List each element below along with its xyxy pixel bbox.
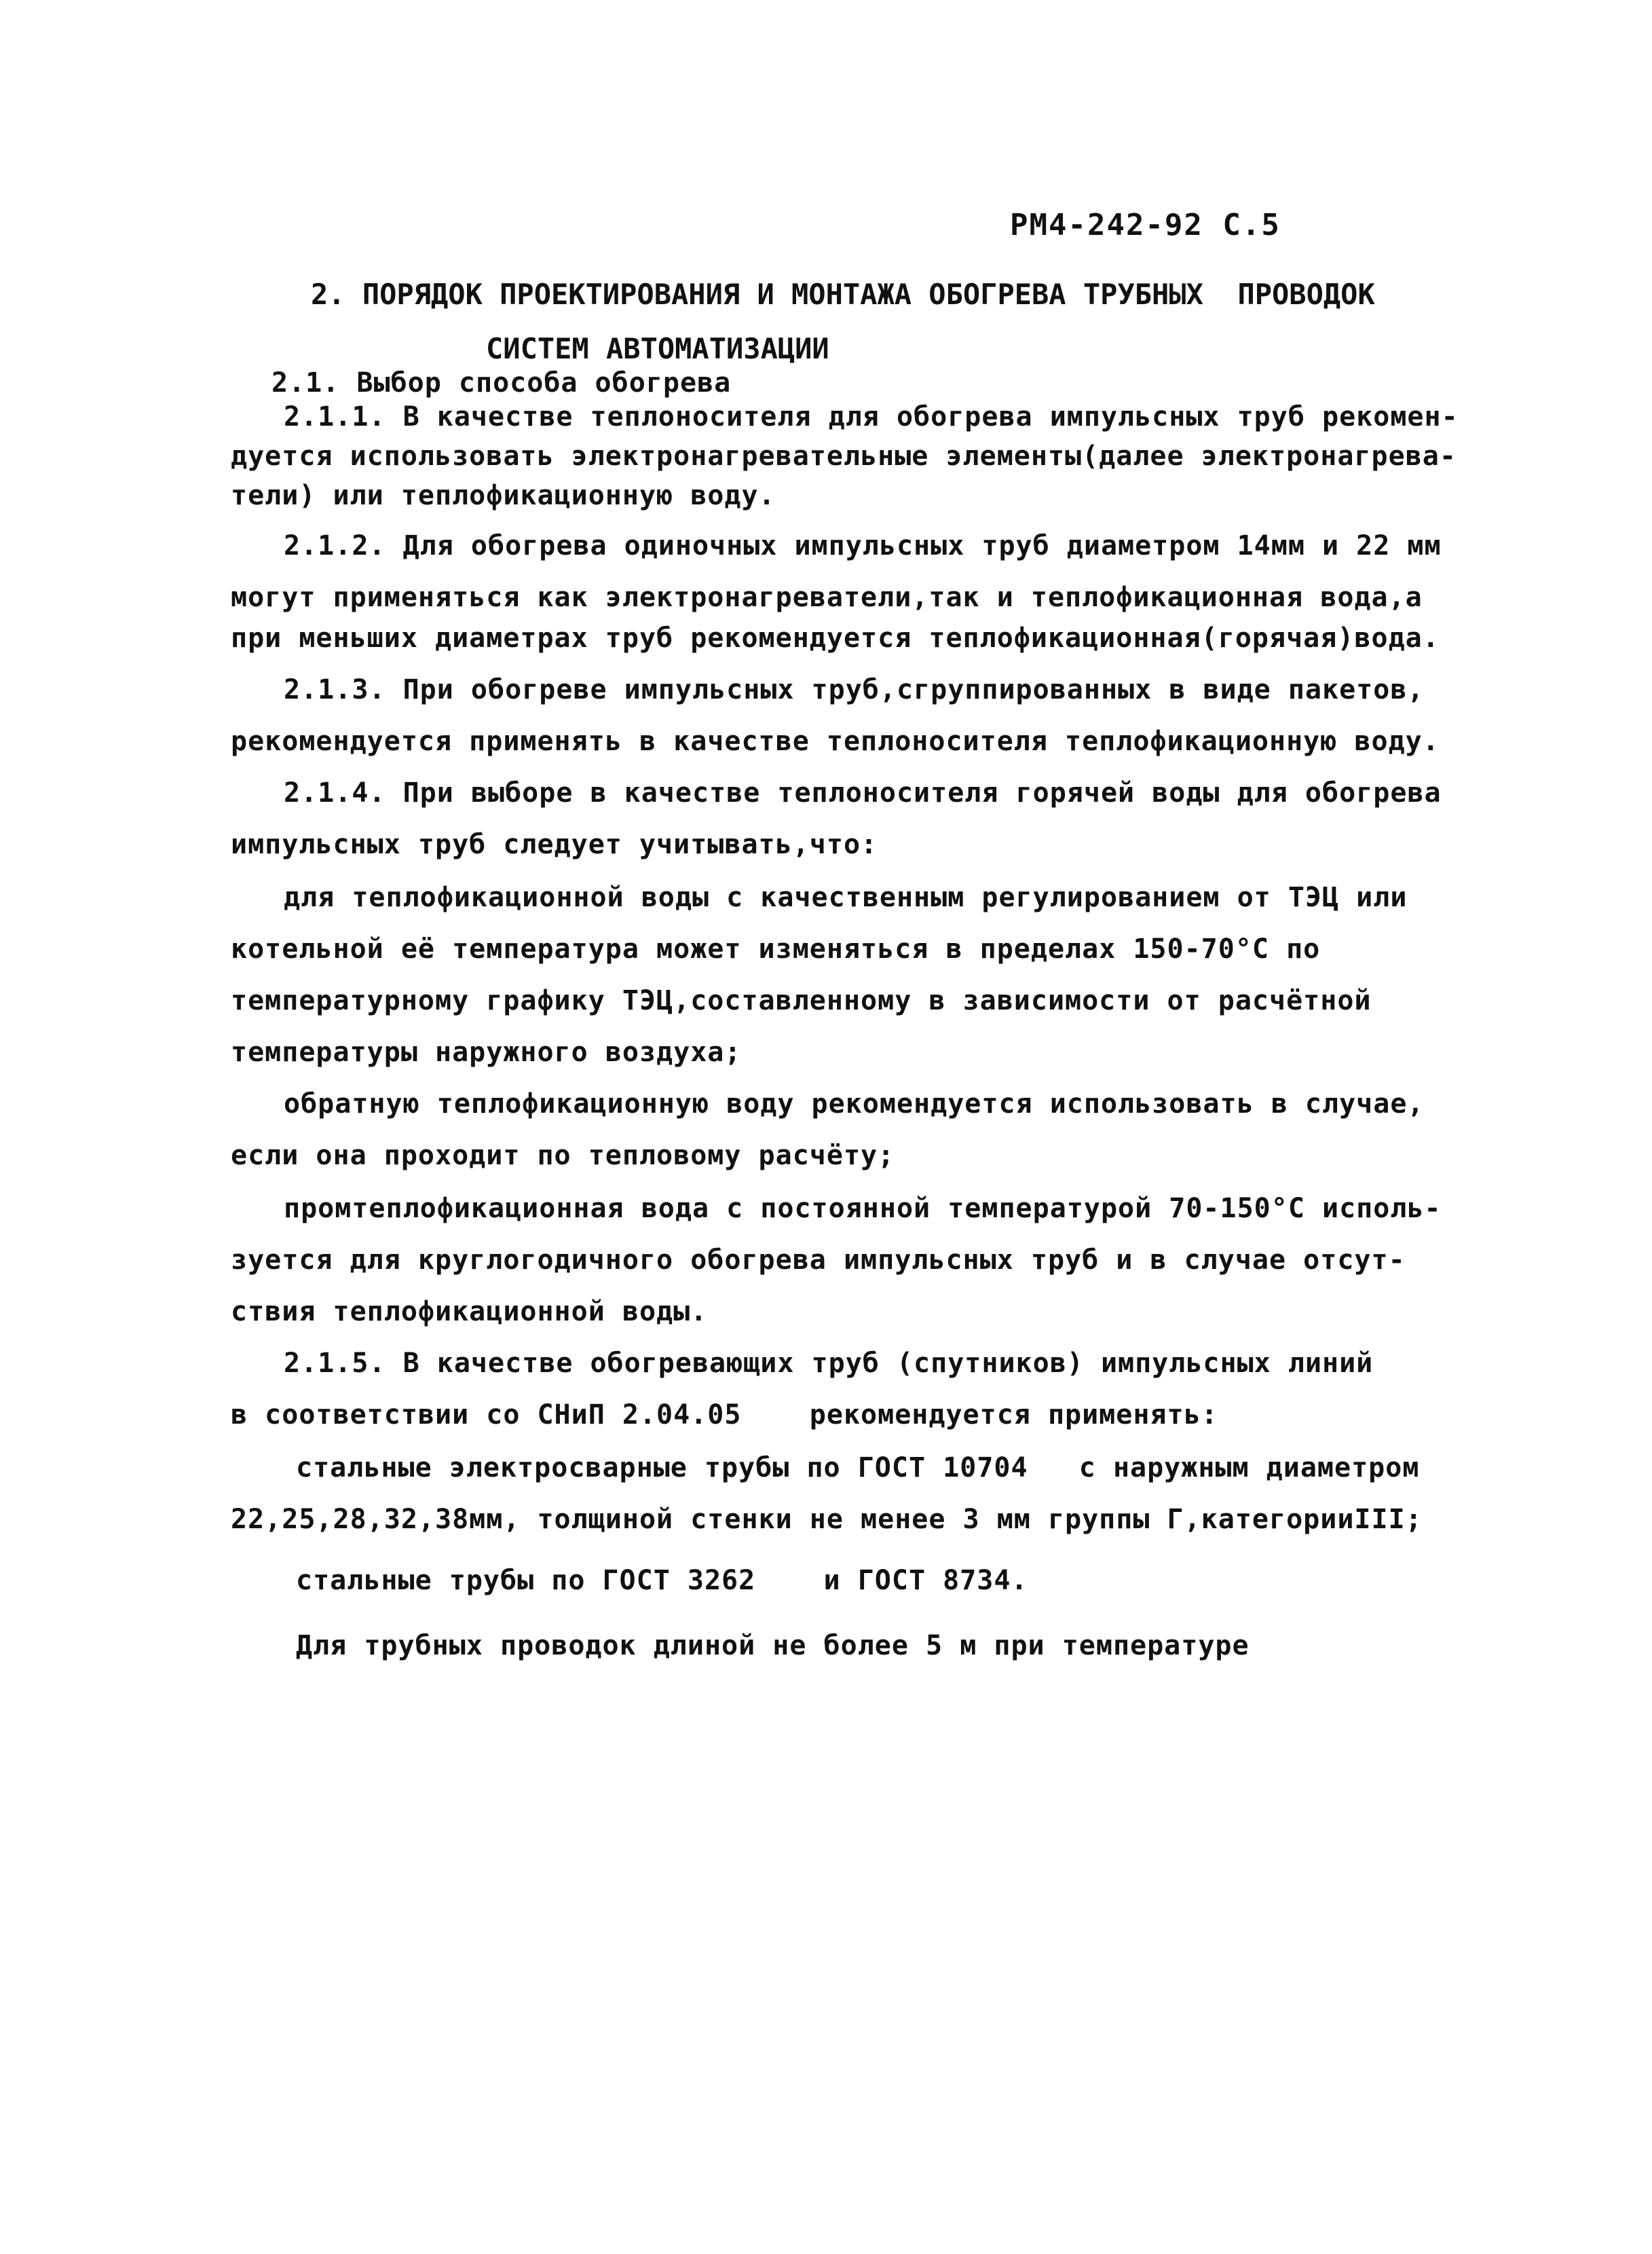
paragraph-2-1-4-item-1-line-3: температурному графику ТЭЦ,составленному в зависимости от расчётной bbox=[231, 985, 1372, 1016]
paragraph-2-1-4-line-1: 2.1.4. При выборе в качестве теплоносителя горячей воды для обогрева bbox=[284, 777, 1442, 809]
paragraph-2-1-1-line-2: дуется использовать электронагревательные элементы(далее электронагрева- bbox=[231, 441, 1457, 472]
document-id: РМ4-242-92 С.5 bbox=[1010, 208, 1281, 242]
paragraph-2-1-4-item-1-line-1: для теплофикационной воды с качественным регулированием от ТЭЦ или bbox=[284, 882, 1408, 913]
paragraph-2-1-5-item-1-line-1: стальные электросварные трубы по ГОСТ 10704 с наружным диаметром bbox=[296, 1452, 1420, 1483]
paragraph-2-1-4-item-2-line-1: обратную теплофикационную воду рекомендуется использовать в случае, bbox=[284, 1088, 1425, 1120]
paragraph-2-1-5-item-2: стальные трубы по ГОСТ 3262 и ГОСТ 8734. bbox=[296, 1565, 1028, 1596]
paragraph-2-1-4-item-3-line-2: зуется для круглогодичного обогрева импульсных труб и в случае отсут- bbox=[231, 1244, 1406, 1276]
paragraph-2-1-4-line-2: импульсных труб следует учитывать,что: bbox=[231, 829, 878, 860]
paragraph-2-1-4-item-3-line-3: ствия теплофикационной воды. bbox=[231, 1296, 708, 1327]
subsection-heading: 2.1. Выбор способа обогрева bbox=[271, 367, 732, 399]
section-title-line-1: 2. ПОРЯДОК ПРОЕКТИРОВАНИЯ И МОНТАЖА ОБОГРЕВА ТРУБНЫХ ПРОВОДОК bbox=[311, 278, 1375, 311]
paragraph-2-1-4-item-2-line-2: если она проходит по тепловому расчёту; bbox=[231, 1140, 895, 1171]
paragraph-2-1-4-item-3-line-1: промтеплофикационная вода с постоянной температурой 70-150°С исполь- bbox=[284, 1193, 1442, 1224]
paragraph-2-1-5-item-1-line-2: 22,25,28,32,38мм, толщиной стенки не менее 3 мм группы Г,категорииIII; bbox=[231, 1504, 1423, 1535]
paragraph-2-1-5-line-1: 2.1.5. В качестве обогревающих труб (спутников) импульсных линий bbox=[284, 1348, 1374, 1379]
paragraph-2-1-2-line-2: могут применяться как электронагреватели,так и теплофикационная вода,а bbox=[231, 582, 1423, 613]
paragraph-2-1-3-line-2: рекомендуется применять в качестве теплоносителя теплофикационную воду. bbox=[231, 726, 1440, 757]
section-title-line-2: СИСТЕМ АВТОМАТИЗАЦИИ bbox=[486, 332, 829, 365]
paragraph-2-1-5-item-3: Для трубных проводок длиной не более 5 м при температуре bbox=[296, 1630, 1250, 1661]
paragraph-2-1-3-line-1: 2.1.3. При обогреве импульсных труб,сгруппированных в виде пакетов, bbox=[284, 674, 1425, 705]
paragraph-2-1-1-line-3: тели) или теплофикационную воду. bbox=[231, 480, 776, 511]
paragraph-2-1-2-line-3: при меньших диаметрах труб рекомендуется теплофикационная(горячая)вода. bbox=[231, 623, 1440, 654]
paragraph-2-1-4-item-1-line-2: котельной её температура может изменяться в пределах 150-70°С по bbox=[231, 934, 1321, 965]
paragraph-2-1-2-line-1: 2.1.2. Для обогрева одиночных импульсных труб диаметром 14мм и 22 мм bbox=[284, 530, 1442, 561]
paragraph-2-1-5-line-2: в соответствии со СНиП 2.04.05 рекомендуется применять: bbox=[231, 1399, 1218, 1430]
paragraph-2-1-1-line-1: 2.1.1. В качестве теплоносителя для обогрева импульсных труб рекомен- bbox=[284, 401, 1459, 432]
paragraph-2-1-4-item-1-line-4: температуры наружного воздуха; bbox=[231, 1037, 742, 1068]
